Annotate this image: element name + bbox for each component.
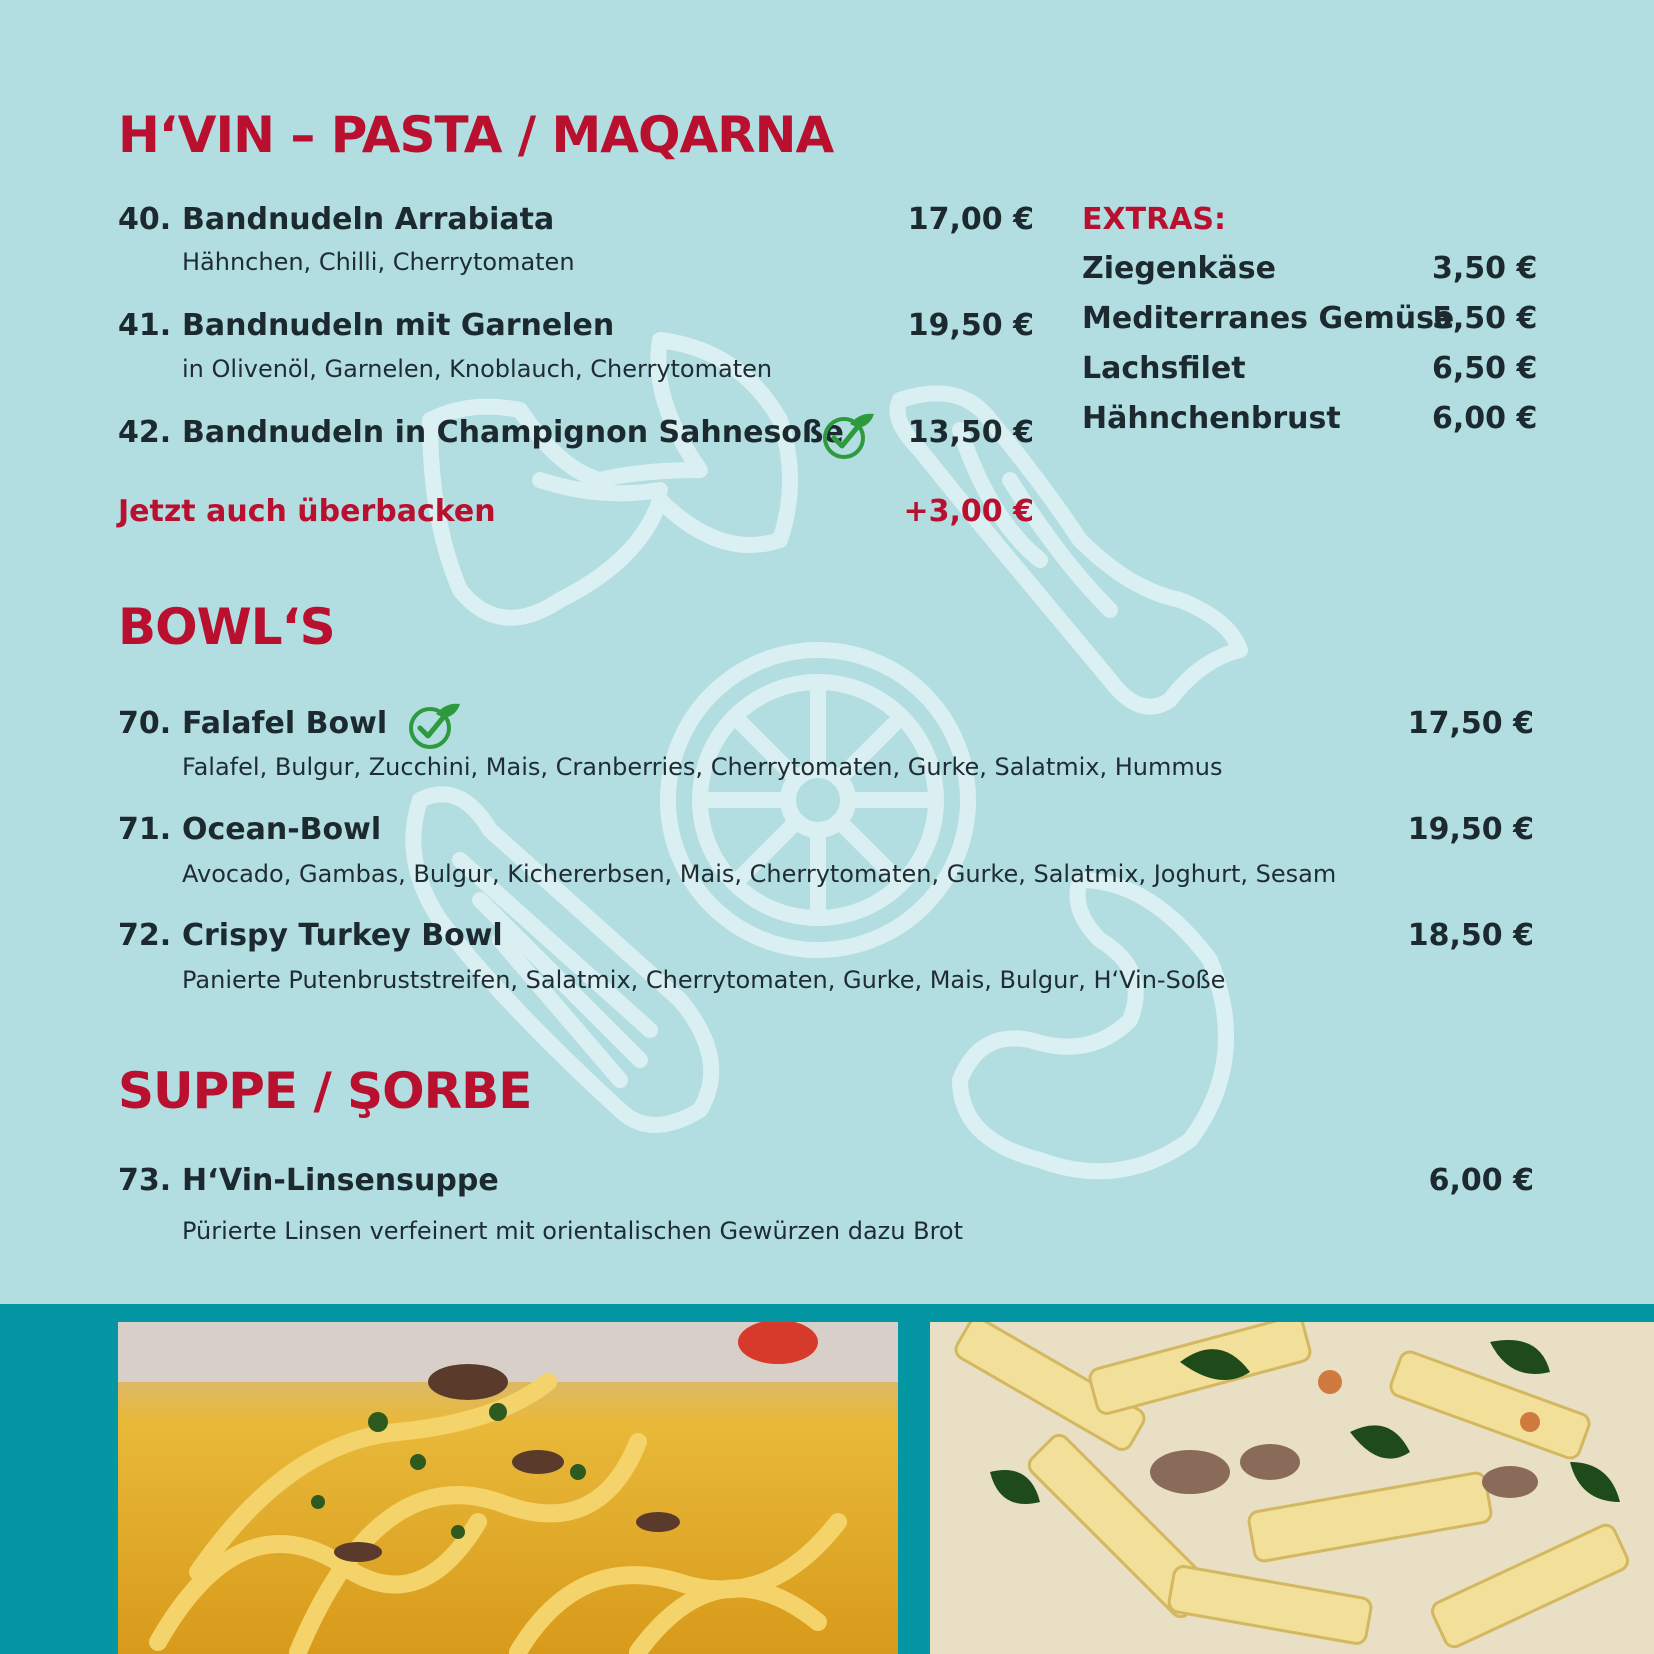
item-name: Bandnudeln Arrabiata bbox=[182, 202, 555, 237]
item-number: 41. bbox=[118, 308, 172, 343]
item-name: Bandnudeln mit Garnelen bbox=[182, 308, 615, 343]
item-name: Falafel Bowl bbox=[182, 706, 388, 741]
item-number: 42. bbox=[118, 415, 172, 450]
extra-price: 6,50 € bbox=[1432, 351, 1538, 386]
item-price: 18,50 € bbox=[1407, 918, 1534, 953]
tagliatelle-photo bbox=[118, 1322, 898, 1654]
pasta-section-title: H‘VIN – PASTA / MAQARNA bbox=[118, 106, 834, 164]
item-price: 19,50 € bbox=[907, 308, 1034, 343]
item-price: 6,00 € bbox=[1428, 1163, 1534, 1198]
extras-title: EXTRAS: bbox=[1082, 202, 1227, 237]
item-price: 19,50 € bbox=[1407, 812, 1534, 847]
penne-photo bbox=[930, 1322, 1654, 1654]
item-description: Panierte Putenbruststreifen, Salatmix, Cherrytomaten, Gurke, Mais, Bulgur, H‘Vin-Soße bbox=[182, 966, 1226, 994]
bowls-section-title: BOWL‘S bbox=[118, 598, 335, 656]
item-price: 17,00 € bbox=[907, 202, 1034, 237]
item-description: Avocado, Gambas, Bulgur, Kichererbsen, Mais, Cherrytomaten, Gurke, Salatmix, Joghurt, Sesam bbox=[182, 860, 1337, 888]
item-number: 73. bbox=[118, 1163, 172, 1198]
extra-name: Mediterranes Gemüse bbox=[1082, 301, 1455, 336]
extra-price: 5,50 € bbox=[1432, 301, 1538, 336]
vegetarian-check-icon bbox=[406, 700, 462, 752]
item-name: Bandnudeln in Champignon Sahnesoße bbox=[182, 415, 844, 450]
extra-name: Lachsfilet bbox=[1082, 351, 1246, 386]
extra-price: 3,50 € bbox=[1432, 251, 1538, 286]
gratin-label: Jetzt auch überbacken bbox=[118, 494, 496, 529]
extra-name: Ziegenkäse bbox=[1082, 251, 1276, 286]
item-number: 72. bbox=[118, 918, 172, 953]
item-number: 70. bbox=[118, 706, 172, 741]
vegetarian-check-icon bbox=[820, 410, 876, 462]
item-description: Pürierte Linsen verfeinert mit orientalischen Gewürzen dazu Brot bbox=[182, 1217, 963, 1245]
item-number: 40. bbox=[118, 202, 172, 237]
item-name: Ocean-Bowl bbox=[182, 812, 382, 847]
item-name: H‘Vin-Linsensuppe bbox=[182, 1163, 499, 1198]
item-name: Crispy Turkey Bowl bbox=[182, 918, 503, 953]
item-price: 17,50 € bbox=[1407, 706, 1534, 741]
item-description: in Olivenöl, Garnelen, Knoblauch, Cherrytomaten bbox=[182, 355, 773, 383]
extra-price: 6,00 € bbox=[1432, 401, 1538, 436]
extra-name: Hähnchenbrust bbox=[1082, 401, 1341, 436]
item-description: Falafel, Bulgur, Zucchini, Mais, Cranberries, Cherrytomaten, Gurke, Salatmix, Hummus bbox=[182, 753, 1223, 781]
gratin-price: +3,00 € bbox=[903, 494, 1034, 529]
soup-section-title: SUPPE / ŞORBE bbox=[118, 1062, 532, 1120]
item-description: Hähnchen, Chilli, Cherrytomaten bbox=[182, 248, 575, 276]
item-price: 13,50 € bbox=[907, 415, 1034, 450]
item-number: 71. bbox=[118, 812, 172, 847]
